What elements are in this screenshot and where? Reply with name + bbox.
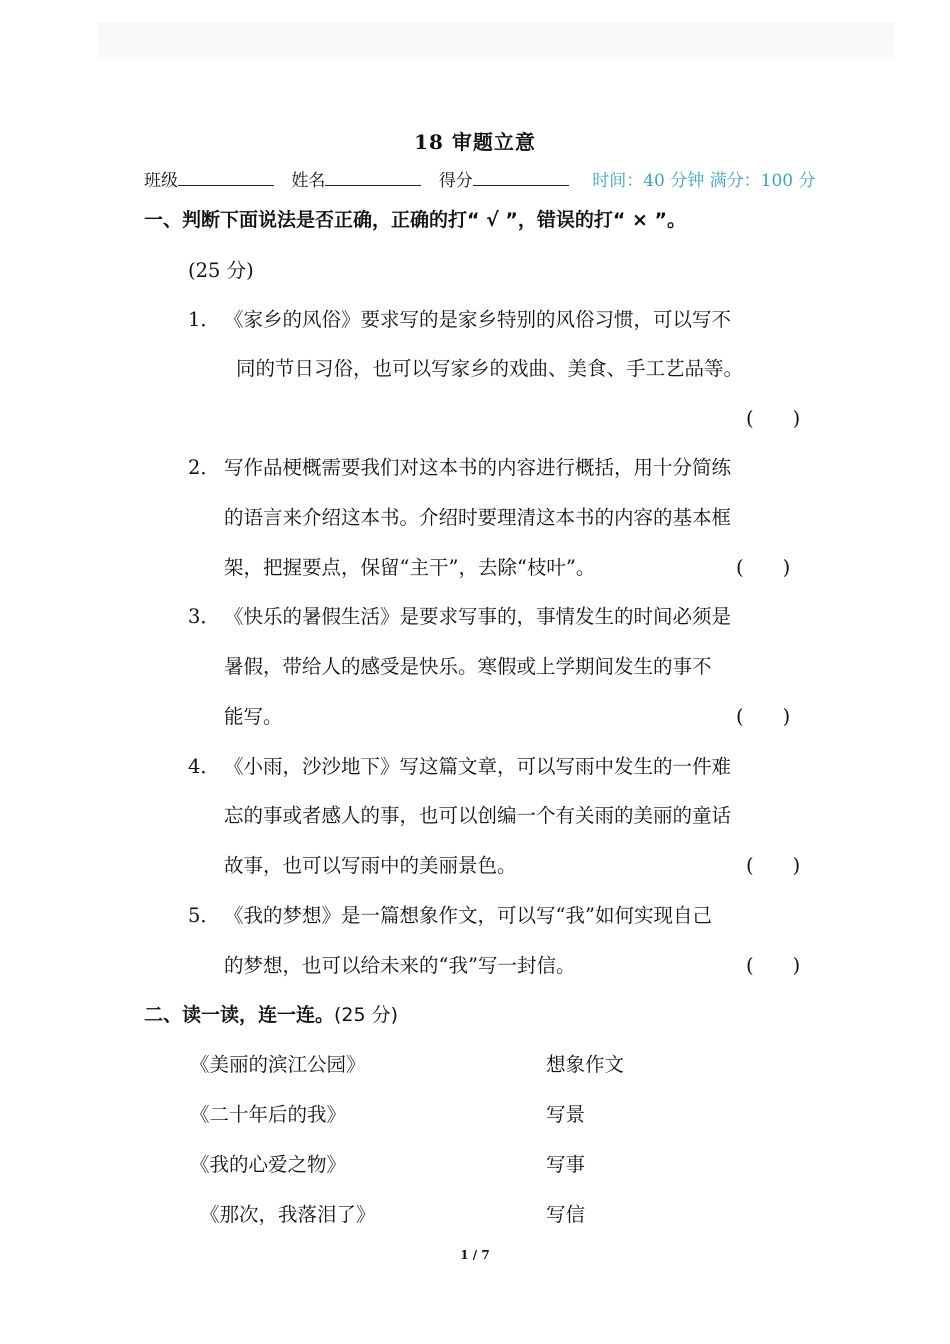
item2-answer-paren: ( ) <box>736 556 791 579</box>
item5-line1: 《我的梦想》是一篇想象作文，可以写“我”如何实现自己 <box>224 904 712 927</box>
item2-line3: 架，把握要点，保留“主干”，去除“枝叶”。 <box>224 556 596 579</box>
item1-answer-paren: ( ) <box>746 407 801 430</box>
item4-line1: 《小雨，沙沙地下》写这篇文章，可以写雨中发生的一件难 <box>224 755 732 778</box>
page-title: 18 审题立意 <box>414 130 536 154</box>
item1-line1: 《家乡的风俗》要求写的是家乡特别的风俗习惯，可以写不 <box>224 308 732 331</box>
item3-number: 3． <box>188 605 220 628</box>
item4-answer-paren: ( ) <box>746 854 801 877</box>
header-band <box>98 22 894 60</box>
item4-line2: 忘的事或者感人的事，也可以创编一个有关雨的美丽的童话 <box>224 804 732 827</box>
section2-heading <box>144 1000 398 1027</box>
section2-heading-text: 二、读一读，连一连。 <box>144 1004 335 1026</box>
match-right-3: 写事 <box>546 1153 586 1176</box>
section1-score: (25 分) <box>188 259 254 282</box>
item2-line2: 的语言来介绍这本书。介绍时要理清这本书的内容的基本框 <box>224 506 732 529</box>
match-left-3: 《我的心爱之物》 <box>190 1153 347 1176</box>
class-label: 班级 <box>144 171 178 191</box>
info-line <box>144 166 816 191</box>
item3-line3: 能写。 <box>224 705 283 728</box>
item1-line2: 同的节日习俗，也可以写家乡的戏曲、美食、手工艺品等。 <box>236 357 744 380</box>
item2-number: 2． <box>188 456 220 479</box>
item5-number: 5． <box>188 904 220 927</box>
score-blank <box>473 171 569 186</box>
item3-line2: 暑假，带给人的感受是快乐。寒假或上学期间发生的事不 <box>224 655 712 678</box>
match-left-2: 《二十年后的我》 <box>190 1103 347 1126</box>
score-label: 得分 <box>438 171 473 191</box>
section2-score: (25 分) <box>334 1004 399 1026</box>
item2-line1: 写作品梗概需要我们对这本书的内容进行概括，用十分简练 <box>224 456 732 479</box>
class-field <box>144 171 274 191</box>
match-left-4: 《那次，我落泪了》 <box>200 1203 376 1226</box>
time-score-meta: 时间：40 分钟 满分：100 分 <box>592 171 816 191</box>
score-field <box>439 171 569 191</box>
class-blank <box>178 171 274 186</box>
name-blank <box>325 171 421 186</box>
match-right-2: 写景 <box>546 1103 586 1126</box>
item5-answer-paren: ( ) <box>746 954 801 977</box>
match-right-1: 想象作文 <box>546 1053 625 1076</box>
name-field <box>291 171 421 191</box>
item5-line2: 的梦想，也可以给未来的“我”写一封信。 <box>224 954 576 977</box>
item4-number: 4． <box>188 755 220 778</box>
page-number: 1 / 7 <box>460 1248 490 1262</box>
section1-heading: 一、判断下面说法是否正确，正确的打“ √ ”，错误的打“ × ”。 <box>144 209 687 231</box>
match-right-4: 写信 <box>546 1203 586 1226</box>
name-label: 姓名 <box>291 171 326 191</box>
item1-number: 1． <box>188 308 220 331</box>
item3-answer-paren: ( ) <box>736 705 791 728</box>
item3-line1: 《快乐的暑假生活》是要求写事的，事情发生的时间必须是 <box>224 605 732 628</box>
match-left-1: 《美丽的滨江公园》 <box>190 1053 366 1076</box>
item4-line3: 故事，也可以写雨中的美丽景色。 <box>224 854 517 877</box>
